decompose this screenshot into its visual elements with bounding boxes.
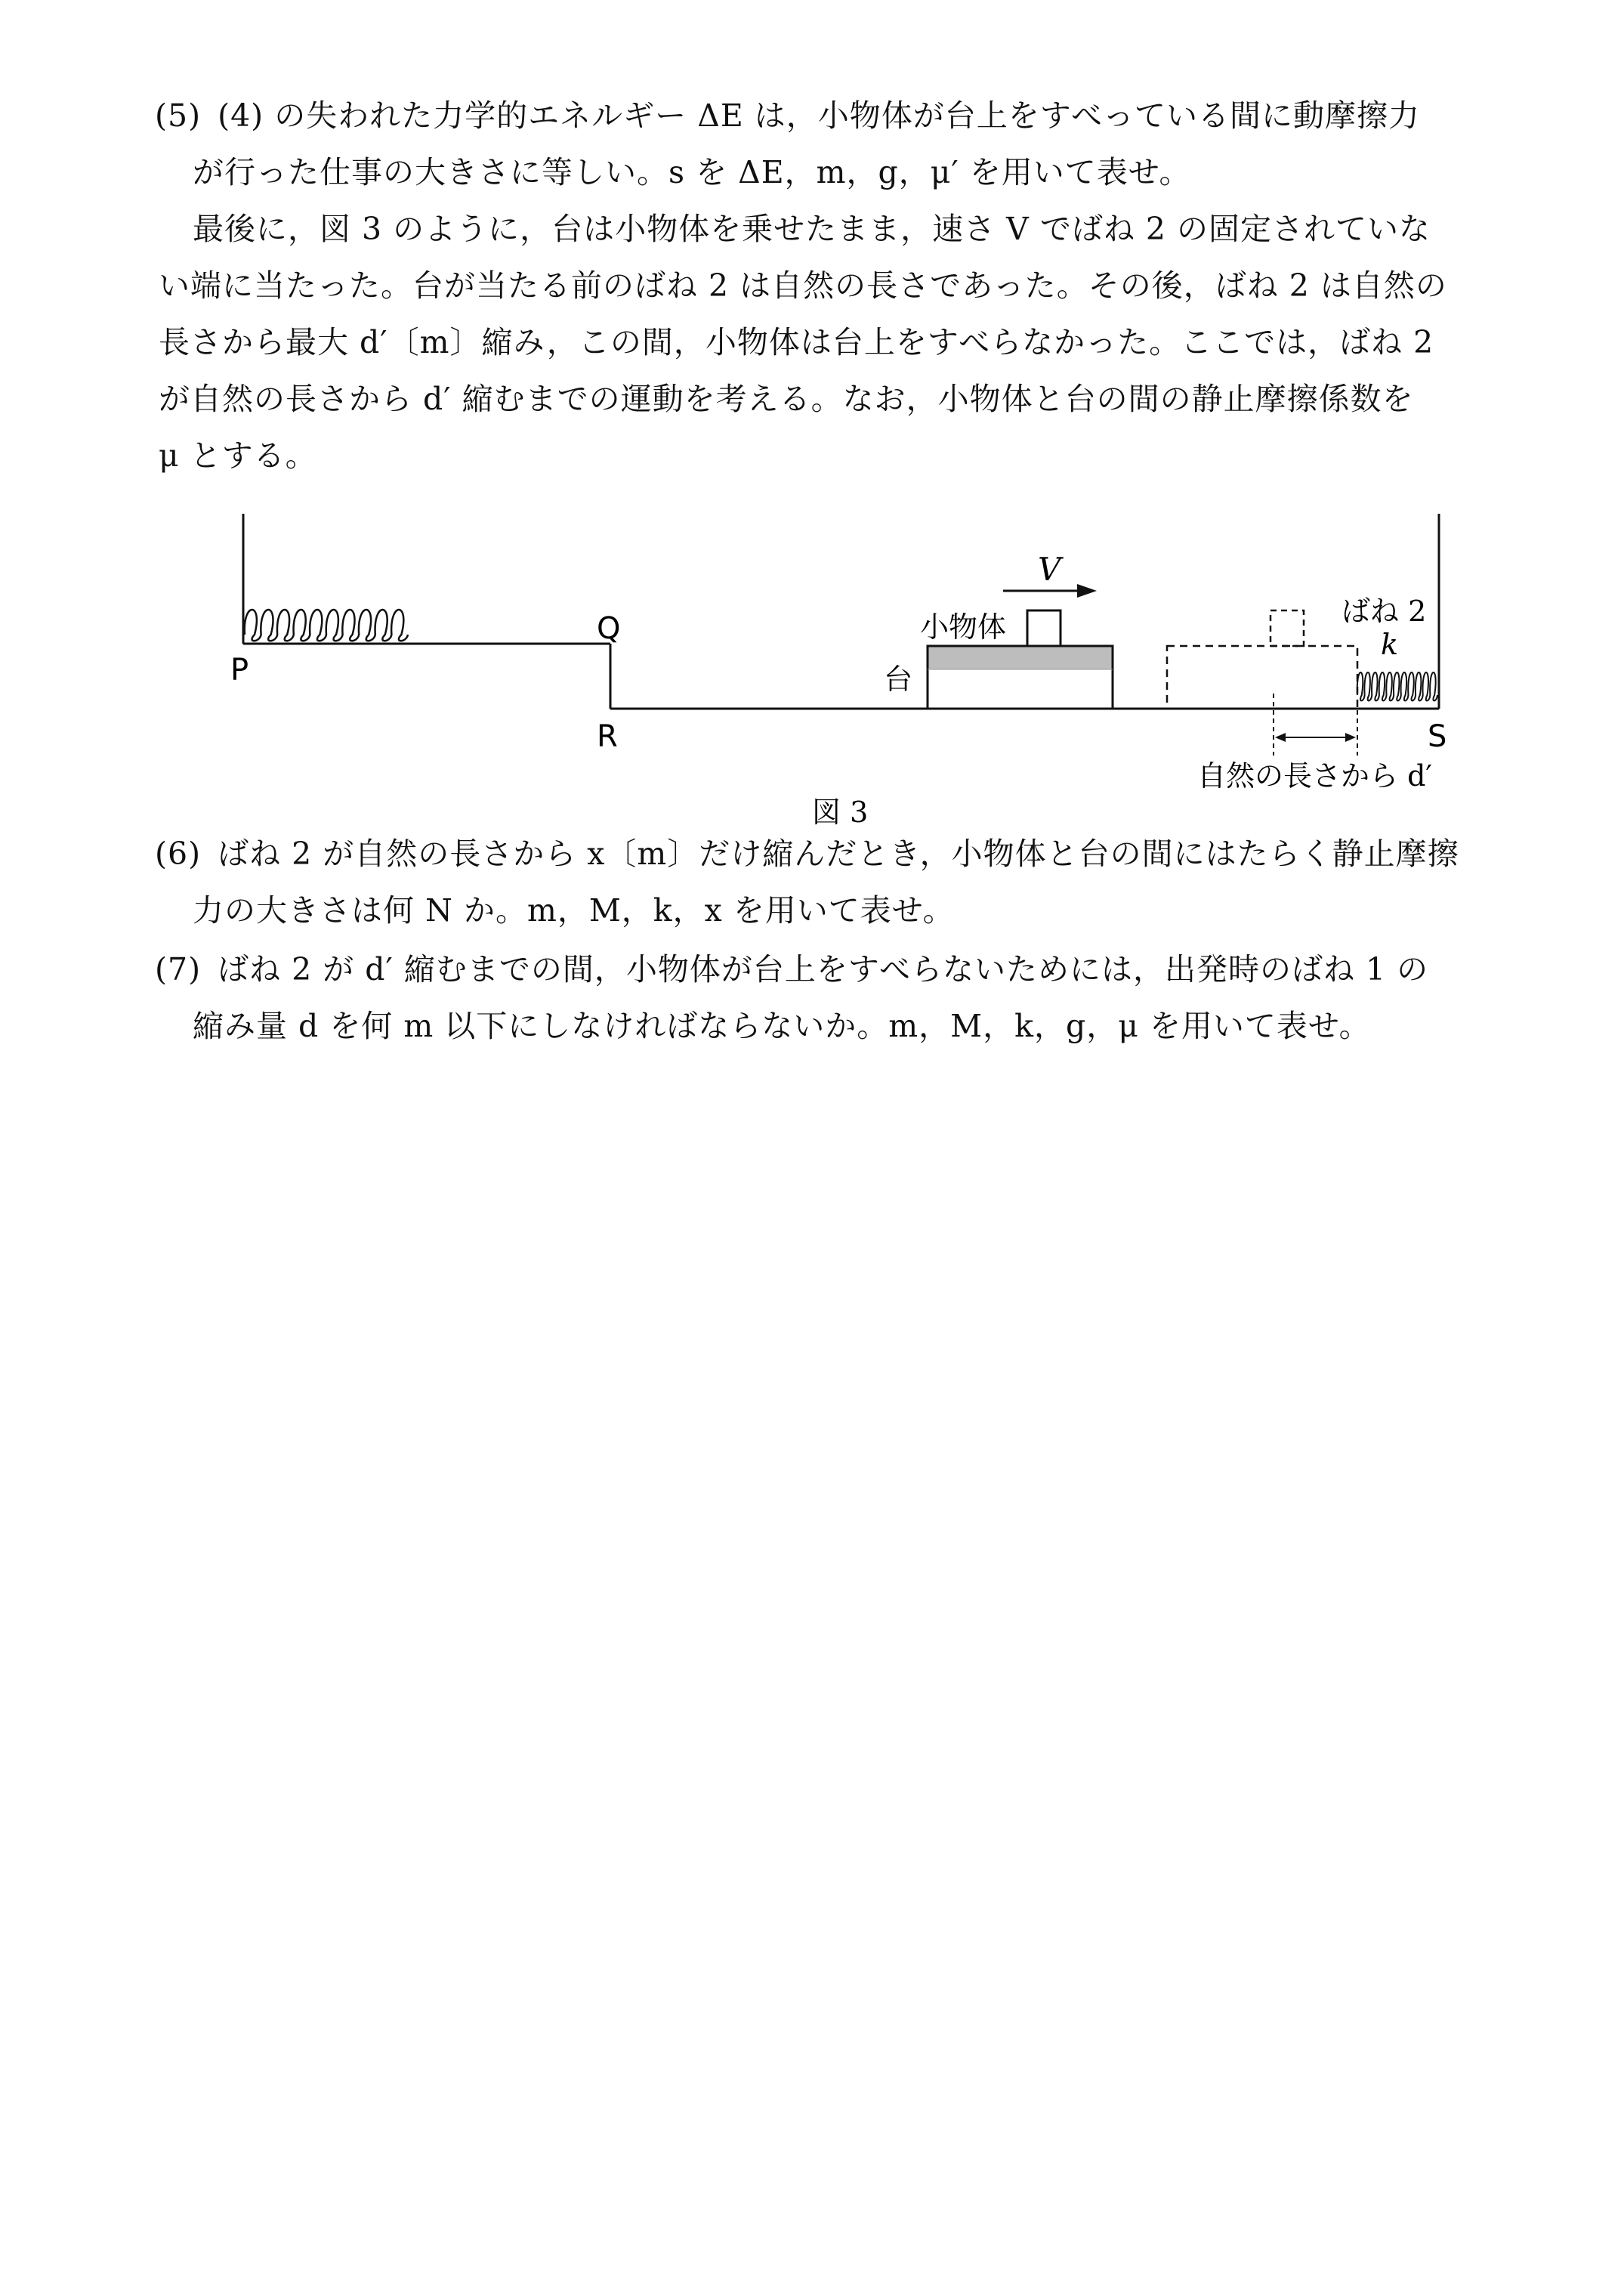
question-5-text-1: (4) の失われた力学的エネルギー ΔE は，小物体が台上をすべっている間に動摩擦力 bbox=[218, 97, 1420, 134]
narrative-line-3: 長さから最大 d′〔m〕縮み，この間，小物体は台上をすべらなかった。ここでは，ばね 2 bbox=[159, 324, 1434, 360]
small-object bbox=[1027, 610, 1061, 646]
narrative-line-4: が自然の長さから d′ 縮むまでの運動を考える。なお，小物体と台の間の静止摩擦係数を bbox=[159, 381, 1414, 417]
question-7-number: (7) bbox=[155, 951, 202, 987]
figure-3-diagram bbox=[0, 0, 1624, 846]
dashed-platform bbox=[1167, 610, 1357, 709]
figure-caption: 図 3 bbox=[812, 796, 869, 829]
label-compression: 自然の長さから d′ bbox=[1197, 759, 1433, 793]
question-6-line-1 bbox=[155, 827, 1459, 880]
question-6-number: (6) bbox=[155, 836, 202, 872]
label-velocity: V bbox=[1038, 551, 1061, 588]
narrative-line-2: い端に当たった。台が当たる前のばね 2 は自然の長さであった。その後，ばね 2 は自然の bbox=[159, 267, 1447, 304]
narrative-line-5: μ とする。 bbox=[159, 437, 317, 474]
platform bbox=[928, 646, 1113, 709]
label-s: S bbox=[1428, 719, 1447, 754]
label-p: P bbox=[230, 653, 249, 688]
question-6-line-2: 力の大きさは何 N か。m，M，k，x を用いて表せ。 bbox=[193, 892, 955, 929]
question-6-text-1: ばね 2 が自然の長さから x〔m〕だけ縮んだとき，小物体と台の間にはたらく静止摩擦 bbox=[218, 836, 1459, 872]
question-5-number: (5) bbox=[155, 97, 202, 134]
spring-2 bbox=[1357, 672, 1437, 701]
label-platform: 台 bbox=[884, 663, 913, 696]
label-spring-2: ばね 2 bbox=[1341, 595, 1427, 628]
question-5-line-2: が行った仕事の大きさに等しい。s を ΔE，m，g，μ′ を用いて表せ。 bbox=[193, 154, 1191, 190]
label-q: Q bbox=[597, 611, 621, 646]
compression-dimension bbox=[1274, 694, 1357, 756]
label-r: R bbox=[597, 719, 618, 754]
question-7-text-1: ばね 2 が d′ 縮むまでの間，小物体が台上をすべらないためには，出発時のばね 1 の bbox=[218, 951, 1429, 987]
question-7-line-1 bbox=[155, 943, 1428, 996]
label-small-object: 小物体 bbox=[920, 610, 1007, 644]
label-spring-constant: k bbox=[1381, 628, 1399, 661]
question-7-line-2: 縮み量 d を何 m 以下にしなければならないか。m，M，k，g，μ を用いて表せ。 bbox=[193, 1008, 1371, 1044]
narrative-line-1: 最後に，図 3 のように，台は小物体を乗せたまま，速さ V でばね 2 の固定されていな bbox=[193, 211, 1431, 247]
spring-1 bbox=[245, 610, 408, 641]
